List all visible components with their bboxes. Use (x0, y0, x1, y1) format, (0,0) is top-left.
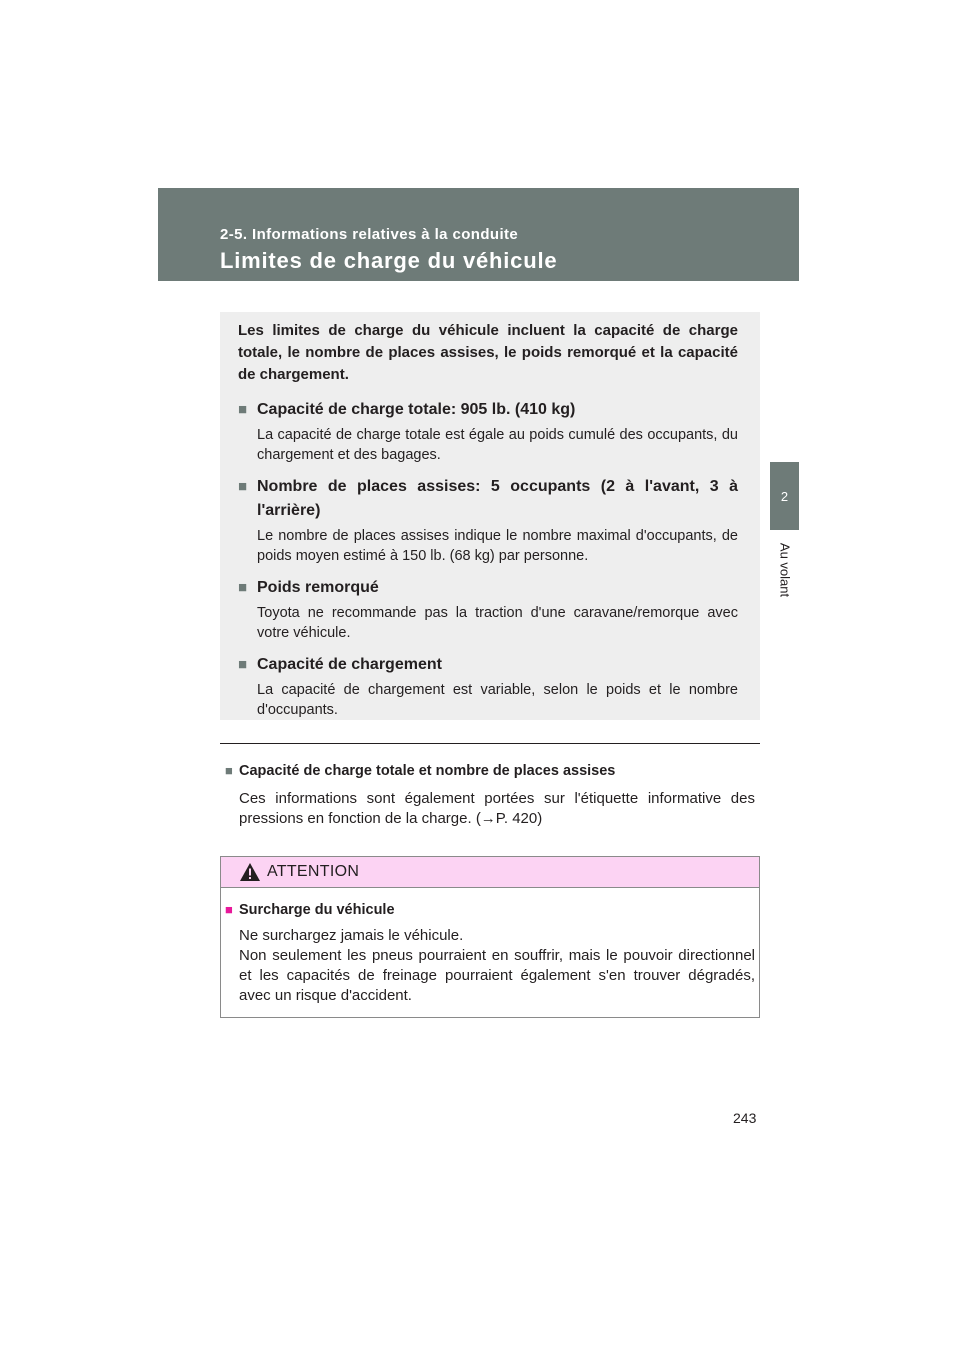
note-title: Capacité de charge totale et nombre de places assises (239, 763, 616, 779)
summary-item-title: Capacité de charge totale: 905 lb. (410 kg) (257, 401, 576, 418)
divider (220, 743, 760, 744)
page-title: Limites de charge du véhicule (220, 248, 558, 273)
summary-item-title: Poids remorqué (257, 579, 379, 596)
section-header (158, 188, 799, 281)
caution-body (239, 926, 755, 1006)
caution-label: ATTENTION (267, 863, 360, 880)
chapter-label: Au volant (777, 542, 793, 598)
summary-box (220, 312, 760, 720)
summary-item-title: Capacité de chargement (257, 656, 442, 673)
summary-item-body: La capacité de charge totale est égale au poids cumulé des occupants, du chargement et des bagages. (257, 427, 738, 463)
info-note (225, 761, 755, 829)
chapter-number: 2 (780, 488, 789, 504)
summary-item (238, 475, 738, 566)
square-bullet-icon: ■ (238, 656, 248, 673)
summary-item-body: Le nombre de places assises indique le nombre maximal d'occupants, de poids moyen estimé à 150 lb. (68 kg) par personne. (257, 528, 738, 564)
square-bullet-icon: ■ (238, 401, 248, 418)
summary-item (238, 398, 738, 465)
summary-item (238, 653, 738, 720)
square-bullet-icon: ■ (238, 579, 248, 596)
caution-line: Ne surchargez jamais le véhicule. (239, 927, 464, 944)
caution-line: Non seulement les pneus pourraient en souffrir, mais le pouvoir directionnel et les capacités de freinage pourraient également s'en trouver dégradés, avec un risque d'accident. (239, 947, 755, 1004)
square-bullet-icon: ■ (238, 478, 248, 495)
summary-item-body: La capacité de chargement est variable, selon le poids et le nombre d'occupants. (257, 682, 738, 718)
chapter-tab (770, 462, 799, 530)
caution-header (221, 857, 759, 888)
summary-item-body: Toyota ne recommande pas la traction d'une caravane/remorque avec votre véhicule. (257, 605, 738, 641)
page-number: 243 (733, 1110, 757, 1126)
caution-box (220, 856, 760, 1018)
note-body: Ces informations sont également portées sur l'étiquette informative des pressions en fonction de la charge. (→P. 420) (239, 790, 755, 827)
caution-title: Surcharge du véhicule (239, 902, 395, 918)
summary-intro: Les limites de charge du véhicule incluent la capacité de charge totale, le nombre de places assises, le poids remorqué et la capacité de chargement. (238, 322, 738, 383)
section-label: 2-5. Informations relatives à la conduite (220, 226, 519, 243)
square-bullet-icon: ■ (225, 763, 233, 778)
warning-triangle-icon (239, 862, 261, 882)
summary-item (238, 576, 738, 643)
square-bullet-icon: ■ (225, 902, 233, 917)
summary-item-title: Nombre de places assises: 5 occupants (2 à l'avant, 3 à l'arrière) (257, 478, 738, 519)
